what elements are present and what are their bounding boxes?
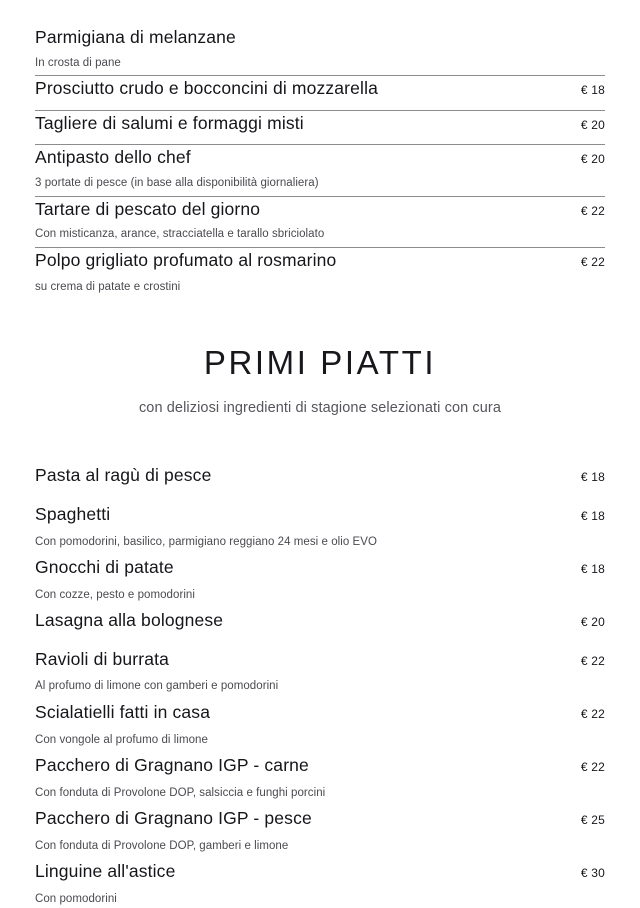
dish-name: Parmigiana di melanzane xyxy=(35,27,236,47)
dish-description: Con fonduta di Provolone DOP, salsiccia e funghi porcini xyxy=(35,786,326,799)
dish-price: € 18 xyxy=(580,83,605,98)
dish-description: Al profumo di limone con gamberi e pomodorini xyxy=(35,680,279,693)
dish-description: In crosta di pane xyxy=(35,56,121,69)
row-gap xyxy=(35,136,605,144)
dish-name: Polpo grigliato profumato al rosmarino xyxy=(35,249,337,270)
row-gap xyxy=(35,636,605,645)
primi-item-list xyxy=(35,461,605,907)
dish-name: Pacchero di Gragnano IGP - pesce xyxy=(35,808,312,829)
dish-description: Con misticanza, arance, stracciatella e tarallo sbriciolato xyxy=(35,228,325,241)
dish-description: Con cozze, pesto e pomodorini xyxy=(35,588,195,601)
dish-name: Pasta al ragù di pesce xyxy=(35,465,212,486)
dish-row xyxy=(35,75,605,102)
antipasti-section xyxy=(35,0,605,296)
dish-name: Antipasto dello chef xyxy=(35,147,191,168)
antipasti-item-list xyxy=(35,75,605,296)
dish-description: Con fonduta di Provolone DOP, gamberi e limone xyxy=(35,839,289,852)
section-header xyxy=(35,343,605,416)
dish-row xyxy=(35,751,605,781)
dish-price: € 18 xyxy=(580,470,605,485)
dish-description: Con pomodorini, basilico, parmigiano reggiano 24 mesi e olio EVO xyxy=(35,535,377,548)
dish-name: Prosciutto crudo e bocconcini di mozzarella xyxy=(35,78,379,99)
row-gap xyxy=(35,102,605,110)
dish-row xyxy=(35,196,605,223)
dish-price: € 22 xyxy=(580,254,605,269)
primi-piatti-section xyxy=(35,343,605,908)
dish-row xyxy=(35,645,605,675)
dish-price: € 22 xyxy=(580,760,605,775)
dish-price: € 22 xyxy=(580,653,605,668)
dish-price: € 30 xyxy=(580,866,605,881)
dish-price: € 22 xyxy=(580,706,605,721)
dish-price: € 20 xyxy=(580,117,605,132)
header-list-gap xyxy=(35,415,605,461)
dish-description: Con vongole al profumo di limone xyxy=(35,733,208,746)
dish-price: € 25 xyxy=(580,813,605,828)
dish-name: Tartare di pescato del giorno xyxy=(35,198,261,219)
dish-name: Ravioli di burrata xyxy=(35,648,170,669)
dish-name: Pacchero di Gragnano IGP - carne xyxy=(35,755,309,776)
dish-row xyxy=(35,857,605,887)
dish-row xyxy=(35,804,605,834)
dish-name: Linguine all'astice xyxy=(35,861,176,882)
section-gap xyxy=(35,300,605,346)
dish-name: Lasagna alla bolognese xyxy=(35,610,224,631)
dish-description: Con pomodorini xyxy=(35,893,117,906)
dish-name: Spaghetti xyxy=(35,503,111,524)
dish-price: € 18 xyxy=(580,562,605,577)
dish-row xyxy=(35,698,605,728)
dish-name: Tagliere di salumi e formaggi misti xyxy=(35,112,304,133)
dish-price: € 22 xyxy=(580,203,605,218)
dish-name: Gnocchi di patate xyxy=(35,557,174,578)
dish-row xyxy=(35,247,605,274)
dish-description: 3 portate di pesce (in base alla disponibilità giornaliera) xyxy=(35,177,319,190)
dish-description: su crema di patate e crostini xyxy=(35,281,181,294)
title-subtitle-gap xyxy=(35,379,605,401)
section-title: PRIMI PIATTI xyxy=(203,343,437,381)
dish-row xyxy=(35,606,605,636)
dish-price: € 18 xyxy=(580,508,605,523)
dish-row xyxy=(35,110,605,137)
dish-row xyxy=(35,461,605,491)
dish-price: € 20 xyxy=(580,152,605,167)
dish-row xyxy=(35,144,605,171)
row-gap xyxy=(35,491,605,500)
dish-row xyxy=(35,500,605,530)
section-subtitle: con deliziosi ingredienti di stagione selezionati con cura xyxy=(138,399,502,416)
dish-row-lead xyxy=(35,0,605,51)
dish-name: Scialatielli fatti in casa xyxy=(35,701,211,722)
dish-row xyxy=(35,553,605,583)
dish-price: € 20 xyxy=(580,615,605,630)
